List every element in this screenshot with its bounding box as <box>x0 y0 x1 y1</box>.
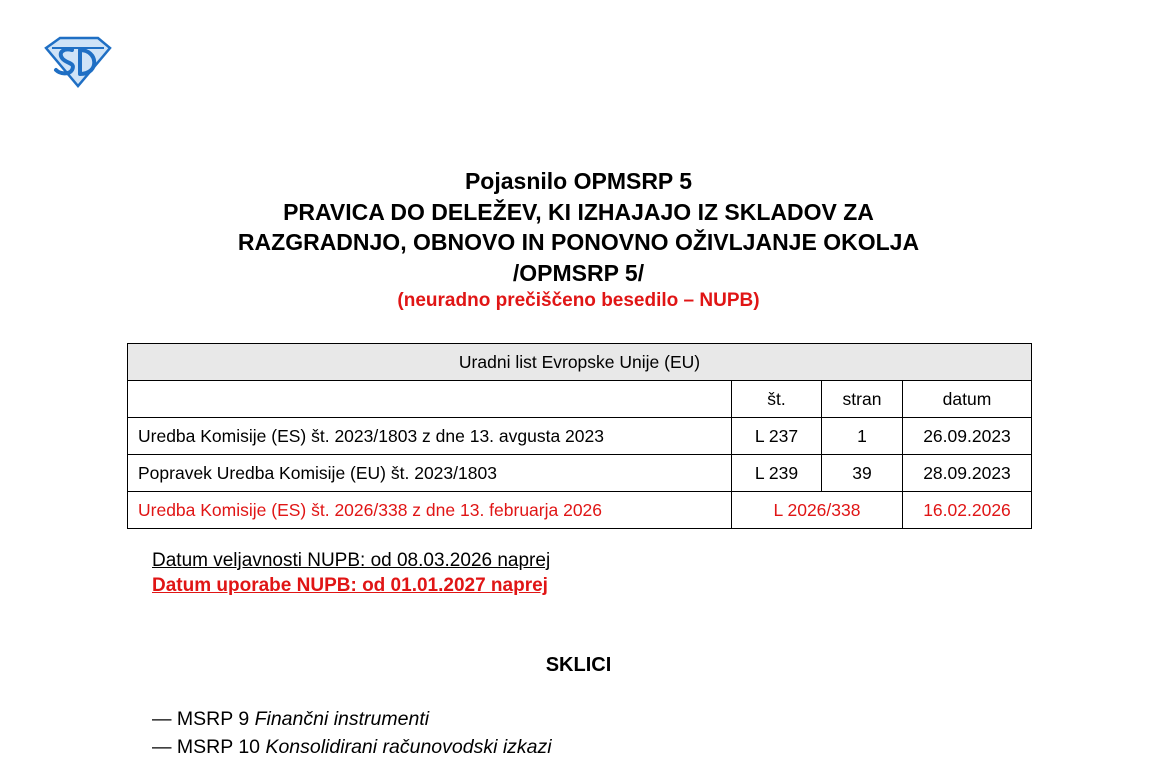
title-line-3: RAZGRADNJO, OBNOVO IN PONOVNO OŽIVLJANJE OKOLJA <box>237 229 920 255</box>
application-date: Datum uporabe NUPB: od 01.01.2027 naprej <box>152 575 548 596</box>
empty-cell <box>128 381 732 418</box>
table-header: Uradni list Evropske Unije (EU) <box>128 344 1032 381</box>
title-line-1: Pojasnilo OPMSRP 5 <box>464 168 693 194</box>
effective-date: Datum veljavnosti NUPB: od 08.03.2026 naprej <box>152 550 551 571</box>
reference-title: Konsolidirani računovodski izkazi <box>265 736 552 758</box>
document-title <box>0 166 1157 314</box>
col-st: št. <box>732 381 822 418</box>
reference-prefix: — MSRP 10 <box>152 736 266 758</box>
table-row <box>128 418 1032 455</box>
regulation-name: Popravek Uredba Komisije (EU) št. 2023/1803 <box>128 455 732 492</box>
references-heading: SKLICI <box>545 654 612 676</box>
table-column-row <box>128 381 1032 418</box>
document-subtitle: (neuradno prečiščeno besedilo – NUPB) <box>397 290 760 311</box>
regulation-st-stran: L 2026/338 <box>732 492 903 529</box>
regulation-table <box>127 343 1032 529</box>
table-header-row <box>128 344 1032 381</box>
sd-emblem-icon <box>42 34 114 90</box>
reference-title: Finančni instrumenti <box>254 708 430 730</box>
regulation-datum: 16.02.2026 <box>903 492 1032 529</box>
regulation-datum: 28.09.2023 <box>903 455 1032 492</box>
references-list <box>152 705 552 761</box>
title-line-2: PRAVICA DO DELEŽEV, KI IZHAJAJO IZ SKLADOV ZA <box>283 198 874 225</box>
regulation-name: Uredba Komisije (ES) št. 2026/338 z dne 13. februarja 2026 <box>128 492 732 529</box>
col-datum: datum <box>903 381 1032 418</box>
table-row <box>128 455 1032 492</box>
regulation-datum: 26.09.2023 <box>903 418 1032 455</box>
table-row <box>128 492 1032 529</box>
title-line-4: /OPMSRP 5/ <box>512 259 645 286</box>
regulation-stran: 1 <box>822 418 903 455</box>
reference-prefix: — MSRP 9 <box>152 708 255 730</box>
list-item <box>152 733 552 761</box>
regulation-st: L 239 <box>732 455 822 492</box>
col-stran: stran <box>822 381 903 418</box>
regulation-st: L 237 <box>732 418 822 455</box>
regulation-name: Uredba Komisije (ES) št. 2023/1803 z dne 13. avgusta 2023 <box>128 418 732 455</box>
regulation-stran: 39 <box>822 455 903 492</box>
list-item <box>152 705 552 733</box>
validity-dates <box>152 548 550 598</box>
